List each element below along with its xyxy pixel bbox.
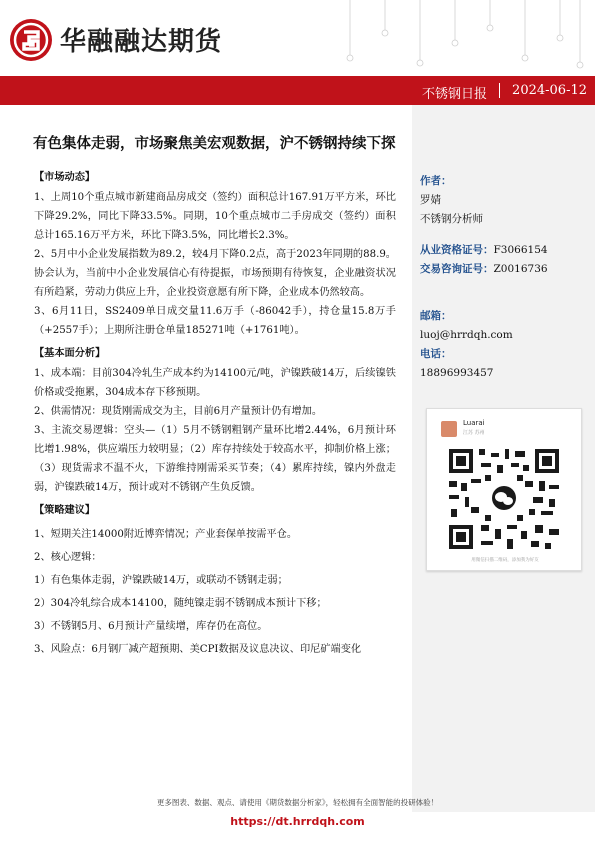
fundamental-paragraph: 2、供需情况：现货刚需成交为主，目前6月产量预计仍有增加。 <box>34 406 323 417</box>
phone-label: 电话： <box>420 348 452 360</box>
author-info <box>420 172 548 383</box>
author-role: 不锈钢分析师 <box>420 213 483 225</box>
strategy-line: 3）不锈钢5月、6月预计产量续增，库存仍在高位。 <box>34 621 268 632</box>
fundamental-paragraph: 1、成本端：目前304冷轧生产成本约为14100元/吨，沪镍跌破14万，后续镍铁价格或受拖累，304成本存下移预期。 <box>34 368 396 398</box>
strategy-line: 2、核心逻辑： <box>34 552 102 563</box>
cert-label: 从业资格证号： <box>420 244 494 256</box>
footer-promo: 更多图表、数据、观点、请使用《期货数据分析家》，轻松拥有全面智能的投研体验！ <box>156 798 439 807</box>
email-address[interactable]: luoj@hrrdqh.com <box>420 329 513 341</box>
qr-contact-name: Luarai <box>463 419 485 427</box>
fundamental-paragraph: 3、主流交易逻辑：空头—（1）5月不锈钢粗钢产量环比增2.44%，6月预计环比增1.98%，供应端压力较明显；（2）库存持续处于较高水平，抑制价格上涨；（3）现货需求不温不火，下游维持刚需采买节奏；（4）累库持续，镍内外盘走弱，沪镍跌破14万，预计或对不锈钢产生负反馈。 <box>34 425 396 493</box>
report-title: 不锈钢日报 <box>421 87 487 102</box>
banner-divider <box>499 83 500 98</box>
main-content <box>34 168 396 659</box>
market-paragraph: 2、5月中小企业发展指数为89.2，较4月下降0.2点，高于2023年同期的88.9。协会认为，当前中小企业发展信心有待提振，市场预期有待恢复，企业融资状况有所趋紧，劳动力供应上升，企业投资意愿有所下降，企业成本仍然较高。 <box>34 249 396 298</box>
wechat-qr-card <box>426 408 582 571</box>
author-label: 作者： <box>420 175 452 187</box>
market-paragraph: 1、上周10个重点城市新建商品房成交（签约）面积总计167.91万平方米，环比下降29.2%，同比下降33.5%。同期，10个重点城市二手房成交（签约）面积总计165.16万平方米，环比下降3.5%，同比增长2.3%。 <box>34 192 396 241</box>
strategy-line: 1、短期关注14000附近博弈情况；产业套保单按需平仓。 <box>34 529 298 540</box>
cert-number: F3066154 <box>493 244 548 256</box>
company-logo-icon <box>9 18 53 62</box>
report-header <box>0 0 595 76</box>
footer-link[interactable]: https://dt.hrrdqh.com <box>230 815 365 828</box>
strategy-line: 1）有色集体走弱，沪镍跌破14万，或联动不锈钢走弱； <box>34 575 288 586</box>
market-paragraph: 3、6月11日，SS2409单日成交量11.6万手（-86042手），持仓量15.8万手（+2557手）；上期所注册仓单量185271吨（+1761吨）。 <box>34 306 396 336</box>
qr-caption: 用微信扫描二维码，添加我为好友 <box>471 558 539 563</box>
section-title-strategy: 【策略建议】 <box>34 504 96 516</box>
decorative-lines <box>290 0 595 76</box>
phone-number: 18896993457 <box>420 367 494 379</box>
email-label: 邮箱： <box>420 310 452 322</box>
brand-name: 华融融达期货 <box>60 27 223 57</box>
consult-number: Z0016736 <box>493 263 548 275</box>
section-title-fundamental: 【基本面分析】 <box>34 347 106 359</box>
consult-label: 交易咨询证号： <box>420 263 494 275</box>
qr-contact-region: 江苏 苏州 <box>463 430 485 436</box>
report-date: 2024-06-12 <box>512 83 587 98</box>
report-banner <box>0 76 595 105</box>
author-name: 罗婧 <box>420 194 441 206</box>
strategy-line: 3、风险点：6月钢厂减产超预期、美CPI数据及议息决议、印尼矿端变化 <box>34 644 362 655</box>
qr-code-icon <box>445 445 563 553</box>
strategy-line: 2）304冷轧综合成本14100，随纯镍走弱不锈钢成本预计下移； <box>34 598 327 609</box>
headline: 有色集体走弱，市场聚焦美宏观数据，沪不锈钢持续下探 <box>33 135 396 152</box>
avatar <box>441 421 457 437</box>
section-title-market: 【市场动态】 <box>34 171 96 183</box>
